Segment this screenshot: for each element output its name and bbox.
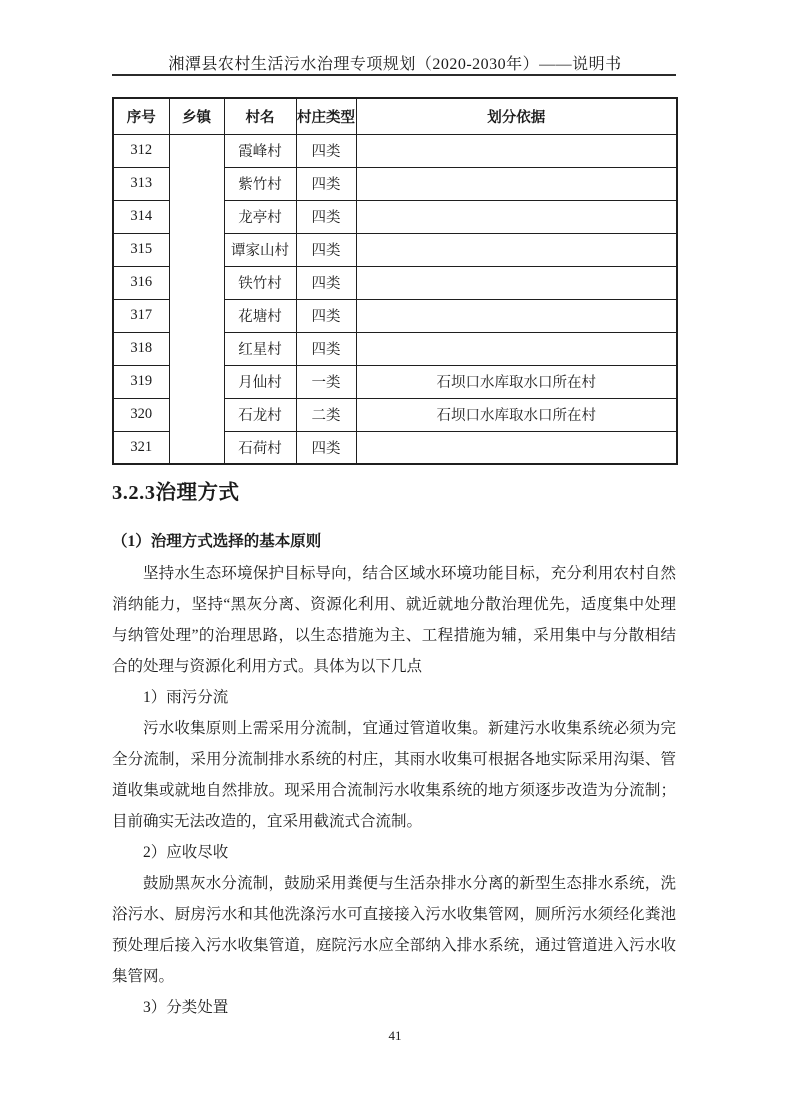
table-header-row — [113, 98, 677, 134]
column-header-basis: 划分依据 — [356, 98, 677, 134]
cell-village: 谭家山村 — [224, 233, 296, 266]
list-item: 1）雨污分流 — [143, 689, 229, 706]
cell-village: 石龙村 — [224, 398, 296, 431]
page-header-title: 湘潭县农村生活污水治理专项规划（2020-2030年）——说明书 — [168, 56, 622, 73]
village-classification-table — [112, 97, 678, 465]
cell-basis — [356, 299, 677, 332]
cell-basis — [356, 200, 677, 233]
cell-no: 317 — [113, 299, 169, 332]
cell-no: 313 — [113, 167, 169, 200]
list-item: 3）分类处置 — [143, 999, 229, 1016]
cell-type: 二类 — [296, 398, 356, 431]
cell-type: 四类 — [296, 167, 356, 200]
paragraph: 污水收集原则上需采用分流制，宜通过管道收集。新建污水收集系统必须为完全分流制，采用分流制排水系统的村庄，其雨水收集可根据各地实际采用沟渠、管道收集或就地自然排放。现采用合流制污水收集系统的地方须逐步改造为分流制；目前确实无法改造的，宜采用截流式合流制。 — [112, 720, 676, 830]
cell-basis — [356, 134, 677, 167]
column-header-town: 乡镇 — [169, 98, 224, 134]
cell-basis — [356, 167, 677, 200]
cell-village: 紫竹村 — [224, 167, 296, 200]
paragraph: 鼓励黑灰水分流制，鼓励采用粪便与生活杂排水分离的新型生态排水系统，洗浴污水、厨房污水和其他洗涤污水可直接接入污水收集管网，厕所污水须经化粪池预处理后接入污水收集管道，庭院污水应全部纳入排水系统，通过管道进入污水收集管网。 — [112, 875, 676, 985]
cell-no: 321 — [113, 431, 169, 464]
cell-type: 四类 — [296, 200, 356, 233]
cell-type: 四类 — [296, 134, 356, 167]
cell-no: 318 — [113, 332, 169, 365]
body-text-block — [112, 558, 676, 1023]
header-divider — [112, 74, 676, 76]
cell-type: 四类 — [296, 299, 356, 332]
cell-basis — [356, 266, 677, 299]
sub-heading: （1）治理方式选择的基本原则 — [112, 533, 322, 550]
cell-village: 龙亭村 — [224, 200, 296, 233]
cell-no: 319 — [113, 365, 169, 398]
cell-type: 一类 — [296, 365, 356, 398]
cell-type: 四类 — [296, 431, 356, 464]
cell-village: 霞峰村 — [224, 134, 296, 167]
cell-no: 320 — [113, 398, 169, 431]
cell-basis: 石坝口水库取水口所在村 — [356, 365, 677, 398]
cell-village: 石荷村 — [224, 431, 296, 464]
cell-village: 红星村 — [224, 332, 296, 365]
cell-type: 四类 — [296, 233, 356, 266]
cell-type: 四类 — [296, 332, 356, 365]
cell-no: 315 — [113, 233, 169, 266]
cell-no: 314 — [113, 200, 169, 233]
cell-village: 花塘村 — [224, 299, 296, 332]
column-header-village: 村名 — [224, 98, 296, 134]
section-heading: 3.2.3治理方式 — [112, 482, 240, 504]
cell-basis: 石坝口水库取水口所在村 — [356, 398, 677, 431]
paragraph: 坚持水生态环境保护目标导向，结合区域水环境功能目标，充分利用农村自然消纳能力，坚持“黑灰分离、资源化利用、就近就地分散治理优先，适度集中处理与纳管处理”的治理思路，以生态措施为主、工程措施为辅，采用集中与分散相结合的处理与资源化利用方式。具体为以下几点 — [112, 565, 676, 675]
cell-town-merged — [169, 134, 224, 464]
column-header-type: 村庄类型 — [296, 98, 356, 134]
list-item: 2）应收尽收 — [143, 844, 229, 861]
cell-village: 铁竹村 — [224, 266, 296, 299]
table-row — [113, 134, 677, 167]
cell-village: 月仙村 — [224, 365, 296, 398]
cell-basis — [356, 332, 677, 365]
cell-no: 312 — [113, 134, 169, 167]
cell-basis — [356, 431, 677, 464]
column-header-no: 序号 — [113, 98, 169, 134]
cell-no: 316 — [113, 266, 169, 299]
cell-type: 四类 — [296, 266, 356, 299]
cell-basis — [356, 233, 677, 266]
page-number: 41 — [388, 1028, 402, 1043]
